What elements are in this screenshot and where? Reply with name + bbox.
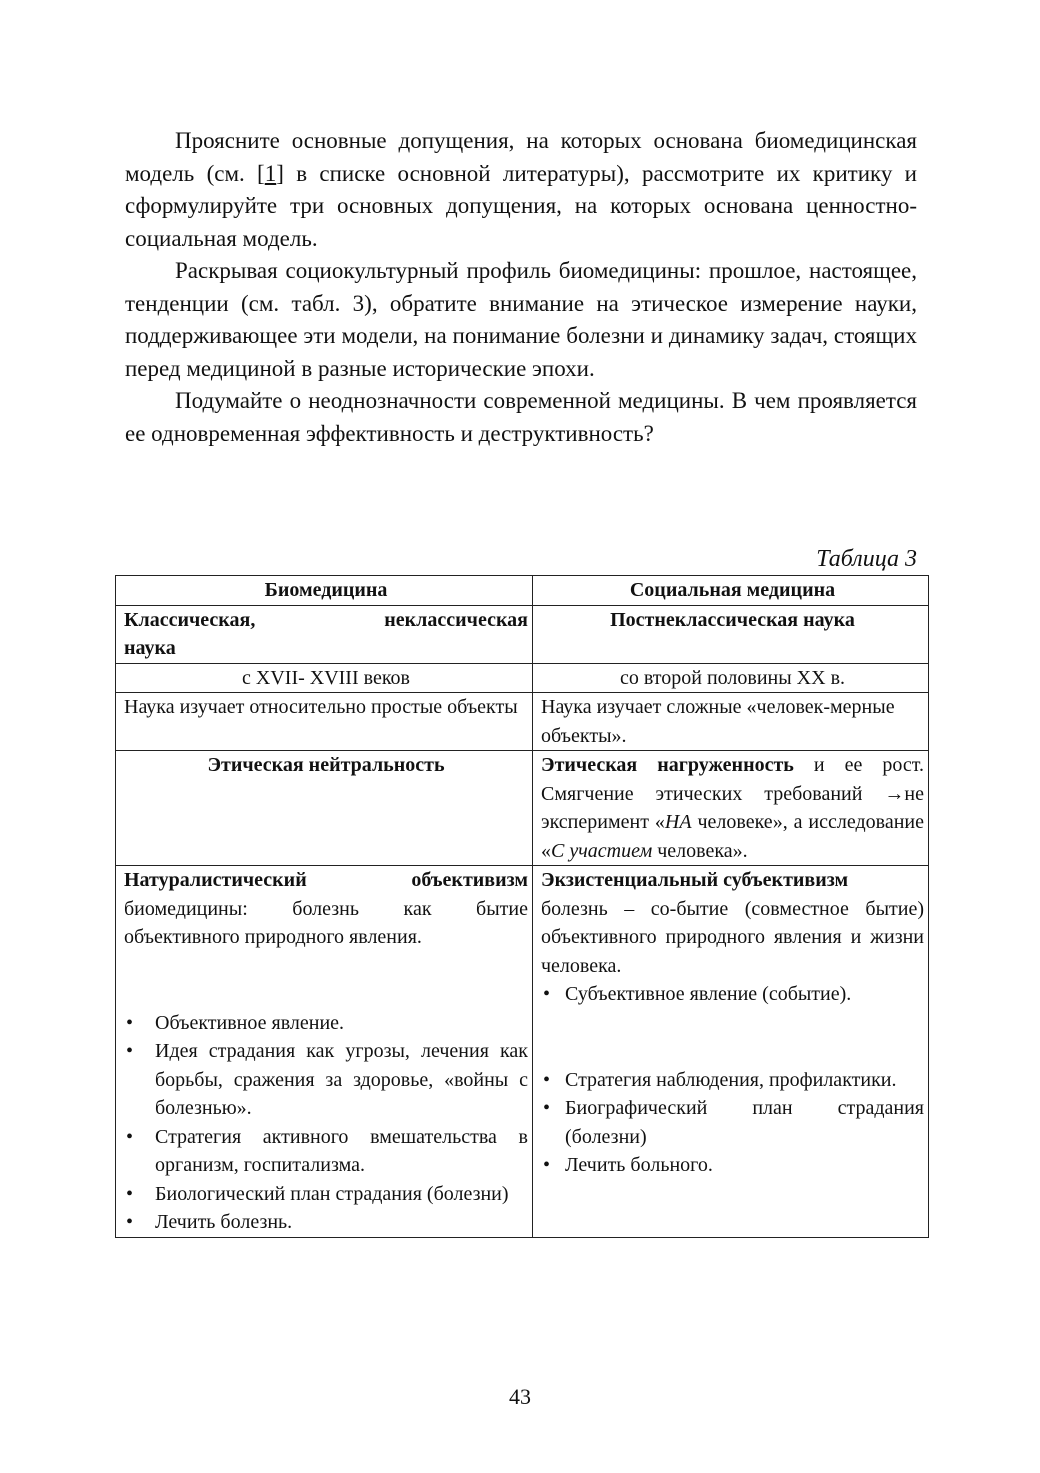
- cell-period-right: со второй половины XX в.: [533, 663, 929, 693]
- table-row: [116, 605, 929, 663]
- comparison-table: [115, 575, 929, 1238]
- cell-ethical-neutrality: Этическая нейтральность: [116, 751, 533, 866]
- ethical-load-text-2: человеке», а исследование «: [541, 811, 924, 862]
- ethical-load-italic-1: НА: [664, 811, 692, 833]
- ethical-load-text-1: и ее рост. Смягчение этических требований →не эксперимент «: [541, 754, 924, 833]
- science-word: наука: [124, 637, 176, 659]
- body-text: [125, 125, 917, 450]
- table-caption: Таблица 3: [816, 546, 917, 572]
- spacer: [124, 952, 528, 1009]
- list-spacer: [541, 1009, 924, 1066]
- objectivism-heading: Натуралистический объективизм: [124, 869, 528, 891]
- paragraph-1: [125, 125, 917, 255]
- ethical-load-text-3: человека».: [652, 839, 748, 862]
- cell-classical-science: [116, 605, 533, 663]
- cell-postnonclassical-science: Постнеклассическая наука: [533, 605, 929, 663]
- page-number: 43: [509, 1384, 531, 1409]
- paragraph-1-text-end: ] в списке основной литературы), рассмотрите их критику и сформулируйте три основных допущения, на которых основана ценностно-социальная модель.: [125, 160, 917, 251]
- table-row: [116, 751, 929, 866]
- ethical-load-heading: Этическая нагруженность: [541, 754, 794, 776]
- header-biomedicine: Биомедицина: [116, 576, 533, 606]
- list-item: • Объективное явление.: [124, 1009, 528, 1038]
- header-social-medicine: Социальная медицина: [533, 576, 929, 606]
- cell-simple-objects: Наука изучает относительно простые объекты: [116, 693, 533, 751]
- nonclassical-word: неклассическая: [384, 608, 528, 631]
- objectivism-list: [124, 1009, 528, 1237]
- list-item: • Субъективное явление (событие).: [541, 980, 924, 1009]
- table-row: [116, 693, 929, 751]
- list-item: • Лечить болезнь.: [124, 1208, 528, 1237]
- ethical-load-italic-2: С участием: [551, 839, 653, 862]
- cell-ethical-load: [533, 751, 929, 866]
- table-row: [116, 663, 929, 693]
- table-header-row: [116, 576, 929, 606]
- classical-word: Классическая,: [124, 608, 256, 631]
- list-item: • Лечить больного.: [541, 1151, 924, 1180]
- subjectivism-heading: Экзистенциальный субъективизм: [541, 869, 849, 891]
- list-item: • Идея страдания как угрозы, лечения как борьбы, сражения за здоровье, «войны с болезнью».: [124, 1037, 528, 1123]
- objectivism-text: биомедицины: болезнь как бытие объективного природного явления.: [124, 897, 528, 948]
- paragraph-1-text: Проясните основные допущения, на которых основана биомедицинская модель (см. [: [125, 128, 917, 186]
- cell-period-left: с XVII- XVIII веков: [116, 663, 533, 693]
- paragraph-2: Раскрывая социокультурный профиль биомедицины: прошлое, настоящее, тенденции (см. табл. 3), обратите внимание на этическое измерение науки, поддерживающее эти модели, на понимание болезни и динамику задач, стоящих перед медициной в разные исторические эпохи.: [125, 258, 917, 381]
- list-item: • Стратегия наблюдения, профилактики.: [541, 1066, 924, 1095]
- list-item: • Биологический план страдания (болезни): [124, 1180, 528, 1209]
- reference-link[interactable]: 1: [264, 160, 277, 186]
- paragraph-3: Подумайте о неоднозначности современной медицины. В чем проявляется ее одновременная эффективность и деструктивность?: [125, 388, 917, 446]
- cell-naturalistic-objectivism: [116, 866, 533, 1238]
- list-item: • Стратегия активного вмешательства в организм, госпитализма.: [124, 1123, 528, 1180]
- classical-science-line: [124, 606, 528, 635]
- cell-complex-objects: Наука изучает сложные «человек-мерные объекты».: [533, 693, 929, 751]
- subjectivism-list: [541, 980, 924, 1180]
- subjectivism-text: болезнь – со-бытие (совместное бытие) объективного природного явления и жизни человека.: [541, 897, 924, 977]
- list-item: • Биографический план страдания (болезни): [541, 1094, 924, 1151]
- cell-existential-subjectivism: [533, 866, 929, 1238]
- table-row: [116, 866, 929, 1238]
